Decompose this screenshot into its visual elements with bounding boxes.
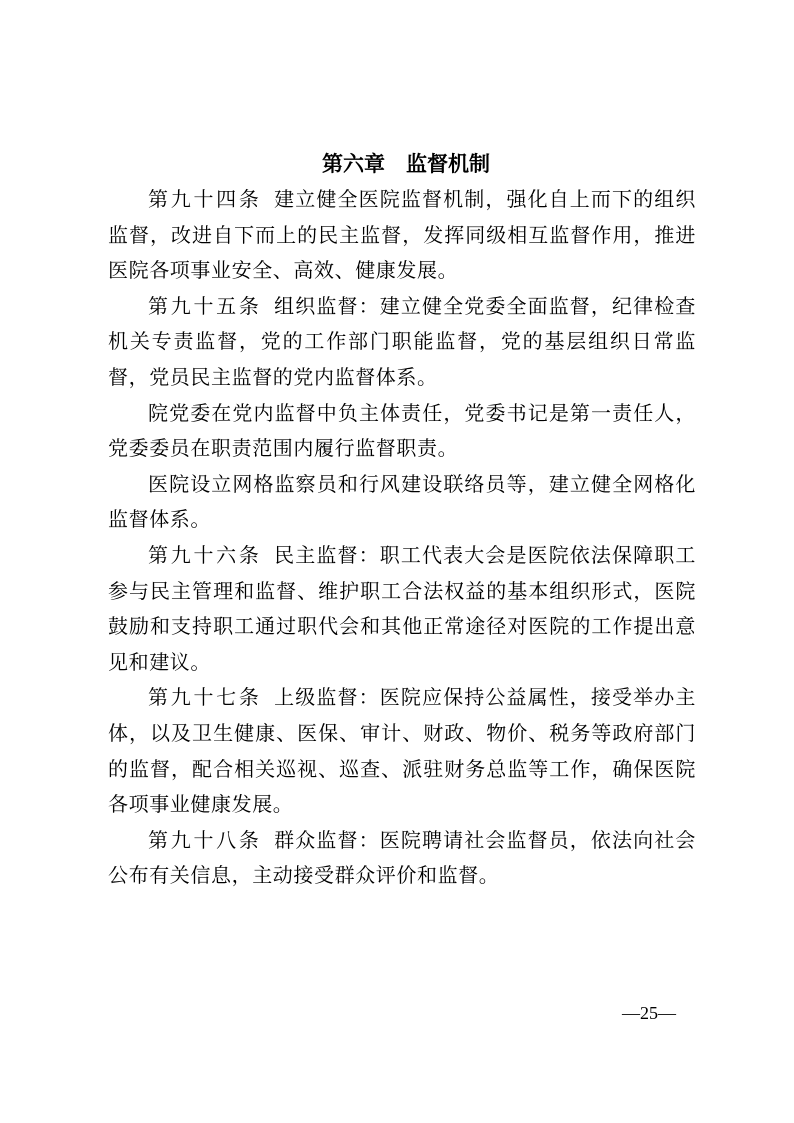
article-number: 第九十五条	[148, 293, 262, 318]
article-96-paragraph	[108, 538, 696, 680]
party-committee-paragraph	[108, 396, 696, 467]
article-95-paragraph	[108, 289, 696, 396]
article-text: 建立健全医院监督机制，强化自上而下的组织监督，改进自下而上的民主监督，发挥同级相互监督作用，推进医院各项事业安全、高效、健康发展。	[108, 187, 697, 283]
article-number: 第九十四条	[148, 187, 262, 211]
page-number: —25—	[622, 1003, 676, 1023]
chapter-heading	[108, 146, 696, 182]
paragraph-text: 医院设立网格监察员和行风建设联络员等，建立健全网格化监督体系。	[108, 471, 696, 532]
article-97-paragraph	[108, 680, 696, 822]
article-94-paragraph	[108, 182, 696, 289]
article-text: 群众监督：医院聘请社会监督员，依法向社会公布有关信息，主动接受群众评价和监督。	[108, 827, 697, 888]
grid-supervision-paragraph	[108, 467, 696, 538]
article-text: 民主监督：职工代表大会是医院依法保障职工参与民主管理和监督、维护职工合法权益的基本组织形式，医院鼓励和支持职工通过职代会和其他正常途径对医院的工作提出意见和建议。	[108, 542, 697, 674]
article-text: 组织监督：建立健全党委全面监督，纪律检查机关专责监督，党的工作部门职能监督，党的基层组织日常监督，党员民主监督的党内监督体系。	[108, 293, 697, 389]
document-body	[108, 146, 696, 894]
paragraph-text: 院党委在党内监督中负主体责任，党委书记是第一责任人，党委委员在职责范围内履行监督职责。	[108, 400, 696, 461]
article-98-paragraph	[108, 823, 696, 894]
article-number: 第九十七条	[148, 685, 262, 710]
chapter-label: 第六章	[322, 152, 385, 176]
chapter-title-text: 监督机制	[406, 152, 490, 176]
article-text: 上级监督：医院应保持公益属性，接受举办主体，以及卫生健康、医保、审计、财政、物价、税务等政府部门的监督，配合相关巡视、巡查、派驻财务总监等工作，确保医院各项事业健康发展。	[108, 685, 697, 817]
article-number: 第九十六条	[148, 542, 262, 567]
article-number: 第九十八条	[148, 827, 262, 852]
